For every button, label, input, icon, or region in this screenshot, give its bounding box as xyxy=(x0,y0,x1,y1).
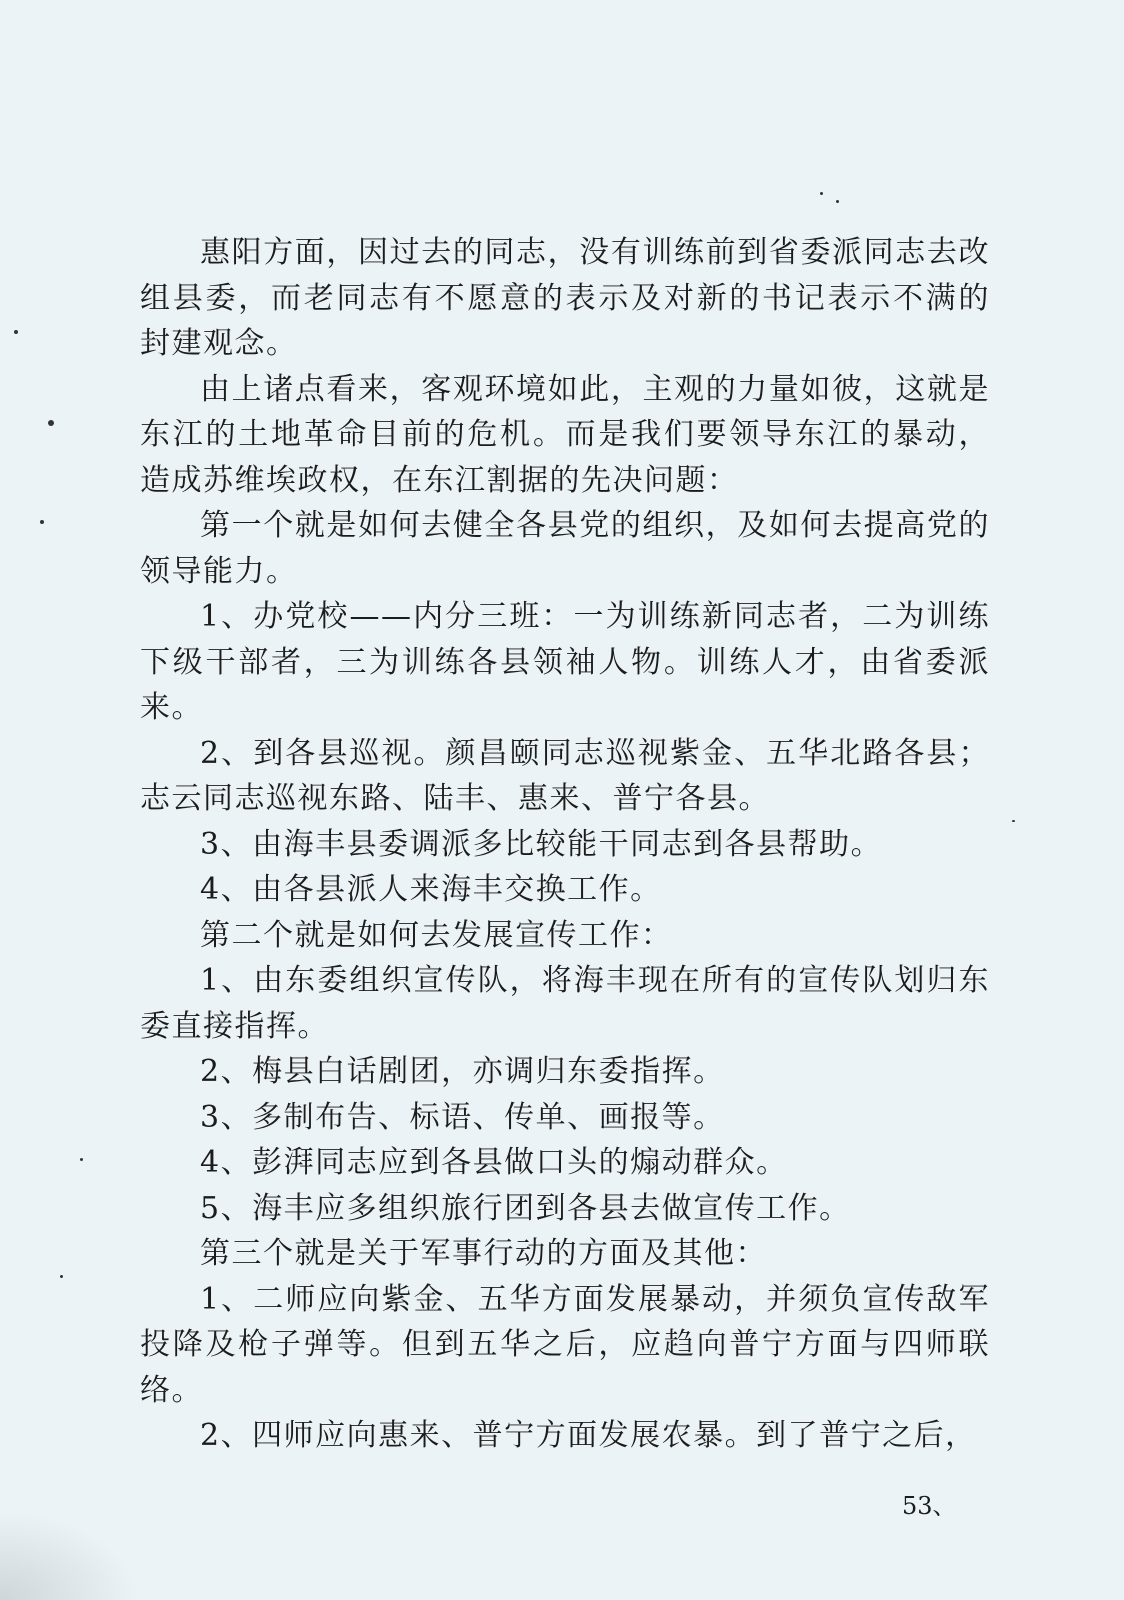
paragraph: 3、多制布告、标语、传单、画报等。 xyxy=(200,1099,725,1135)
paragraph: 2、梅县白话剧团，亦调归东委指挥。 xyxy=(200,1054,725,1089)
paragraph: 1、由东委组织宣传队，将海丰现在所有的宣传队划归东委直接指挥。 xyxy=(140,963,990,1044)
scan-speck xyxy=(80,1158,83,1161)
scan-speck xyxy=(820,192,823,195)
body-text xyxy=(140,230,990,1459)
paragraph: 1、办党校——内分三班：一为训练新同志者，二为训练下级干部者，三为训练各县领袖人物。训练人才，由省委派来。 xyxy=(140,599,990,725)
paragraph: 4、彭湃同志应到各县做口头的煽动群众。 xyxy=(200,1145,788,1180)
paragraph: 3、由海丰县委调派多比较能干同志到各县帮助。 xyxy=(200,826,883,862)
paragraph: 2、四师应向惠来、普宁方面发展农暴。到了普宁之后， xyxy=(200,1418,977,1453)
paragraph: 1、二师应向紫金、五华方面发展暴动，并须负宣传敌军投降及枪子弹等。但到五华之后，应趋向普宁方面与四师联络。 xyxy=(140,1281,990,1408)
scan-speck xyxy=(40,520,44,524)
paragraph: 第一个就是如何去健全各县党的组织，及如何去提高党的领导能力。 xyxy=(140,508,990,589)
page-number: 53、 xyxy=(902,1492,957,1520)
scan-shadow xyxy=(0,1510,140,1600)
scan-speck xyxy=(836,200,839,203)
paragraph: 第二个就是如何去发展宣传工作： xyxy=(200,917,673,953)
paragraph: 第三个就是关于军事行动的方面及其他： xyxy=(200,1236,767,1271)
scan-speck xyxy=(14,330,18,334)
paragraph: 由上诸点看来，客观环境如此，主观的力量如彼，这就是东江的土地革命目前的危机。而是我们要领导东江的暴动，造成苏维埃政权，在东江割据的先决问题： xyxy=(140,371,990,498)
scan-speck xyxy=(1012,820,1015,822)
paragraph: 4、由各县派人来海丰交换工作。 xyxy=(200,872,662,907)
paragraph: 2、到各县巡视。颜昌颐同志巡视紫金、五华北路各县；志云同志巡视东路、陆丰、惠来、普宁各县。 xyxy=(140,735,990,816)
paragraph: 惠阳方面，因过去的同志，没有训练前到省委派同志去改组县委，而老同志有不愿意的表示及对新的书记表示不满的封建观念。 xyxy=(140,235,990,361)
paragraph: 5、海丰应多组织旅行团到各县去做宣传工作。 xyxy=(200,1190,851,1226)
scan-speck xyxy=(60,1275,63,1278)
scan-speck xyxy=(48,420,54,426)
